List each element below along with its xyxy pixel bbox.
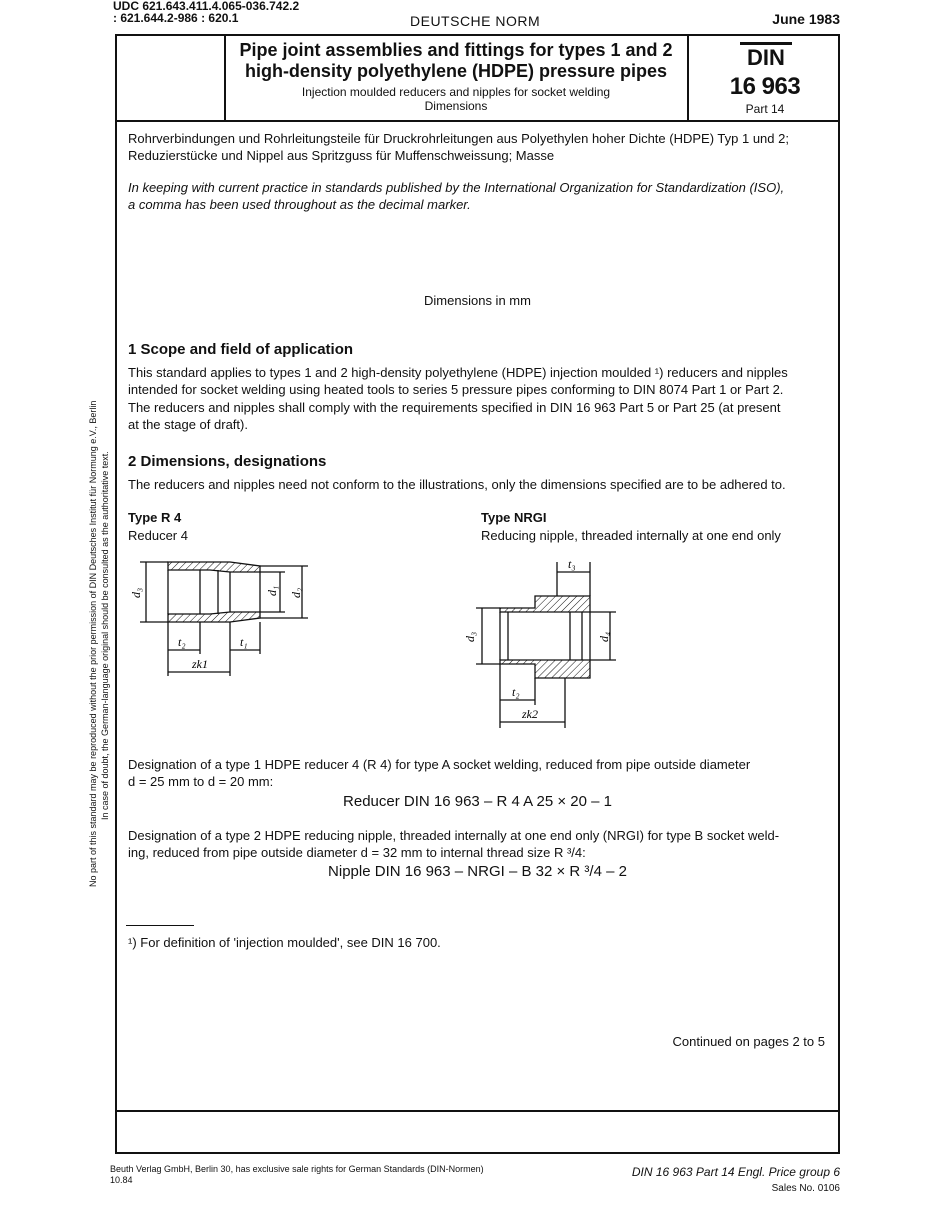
section-1-p2-line-1: The reducers and nipples shall comply with the requirements specified in DIN 16 963 Part 5 or Part 25 (at present xyxy=(128,400,781,415)
iso-note-line-1: In keeping with current practice in standards published by the International Organization for Standardization (ISO), xyxy=(128,180,785,195)
sales-number: Sales No. 0106 xyxy=(771,1183,840,1194)
price-group: DIN 16 963 Part 14 Engl. Price group 6 xyxy=(631,1165,840,1179)
section-2-paragraph: The reducers and nipples need not conform to the illustrations, only the dimensions specified are to be adhered to. xyxy=(128,477,786,492)
continued-note: Continued on pages 2 to 5 xyxy=(672,1034,825,1049)
authoritative-side-note: In case of doubt, the German-language original should be consulted as the authoritative text. xyxy=(100,451,110,820)
designation-code-1: Reducer DIN 16 963 – R 4 A 25 × 20 – 1 xyxy=(343,793,612,810)
udc-classification xyxy=(113,0,299,24)
iso-note-line-2: a comma has been used throughout as the decimal marker. xyxy=(128,197,471,212)
designation-example-2 xyxy=(128,827,828,861)
label-d3-left: d₃ xyxy=(129,587,143,598)
din-number: 16 963 xyxy=(729,73,801,100)
title-right-divider xyxy=(687,34,689,121)
german-title-line-2: Reduzierstücke und Nippel aus Spritzguss für Muffenschweissung; Masse xyxy=(128,148,555,163)
publisher-line-2: 10.84 xyxy=(110,1175,133,1185)
designation-example-1 xyxy=(128,756,828,790)
title-line-2: high-density polyethylene (HDPE) pressure pipes xyxy=(244,61,668,81)
label-t3: t₃ xyxy=(568,557,576,571)
deutsche-norm-label: DEUTSCHE NORM xyxy=(410,13,541,29)
section-1-paragraph-1 xyxy=(128,364,828,398)
label-d3-right: d₃ xyxy=(463,631,477,642)
label-d2: d₂ xyxy=(289,587,303,598)
footnote: ¹) For definition of 'injection moulded', see DIN 16 700. xyxy=(128,935,441,950)
figure-left-type: Type R 4 xyxy=(128,510,182,525)
udc-line-1: UDC 621.643.411.4.065-036.742.2 xyxy=(113,0,300,13)
designation-ex1-line-2: d = 25 mm to d = 20 mm: xyxy=(128,774,274,789)
din-logo: DIN xyxy=(740,42,792,71)
section-1-heading: 1 Scope and field of application xyxy=(128,341,354,358)
reducer-r4-drawing xyxy=(120,550,320,690)
label-t2-left: t₂ xyxy=(178,635,186,649)
designation-ex1-line-1: Designation of a type 1 HDPE reducer 4 (R 4) for type A socket welding, reduced from pipe outside diameter xyxy=(128,757,751,772)
document-title xyxy=(225,40,687,82)
label-d1: d₁ xyxy=(265,585,279,596)
label-t1: t₁ xyxy=(240,635,248,649)
document-subtitle xyxy=(225,85,687,113)
section-1-p1-line-1: This standard applies to types 1 and 2 high-density polyethylene (HDPE) injection moulded ¹) reducers and nipples xyxy=(128,365,788,380)
udc-line-2: : 621.644.2-986 : 620.1 xyxy=(113,11,239,25)
label-t2-right: t₂ xyxy=(512,685,520,699)
title-line-1: Pipe joint assemblies and fittings for types 1 and 2 xyxy=(239,40,673,60)
din-part: Part 14 xyxy=(745,102,785,116)
figure-right-desc: Reducing nipple, threaded internally at one end only xyxy=(481,528,781,543)
publisher-line-1: Beuth Verlag GmbH, Berlin 30, has exclusive sale rights for German Standards (DIN-Normen) xyxy=(110,1164,484,1174)
figure-right-type: Type NRGI xyxy=(481,510,547,525)
german-title-line-1: Rohrverbindungen und Rohrleitungsteile für Druckrohrleitungen aus Polyethylen hoher Dichte (HDPE) Typ 1 und 2; xyxy=(128,131,789,146)
designation-ex2-line-2: ing, reduced from pipe outside diameter d = 32 mm to internal thread size R ³/4: xyxy=(128,845,586,860)
copyright-side-note: No part of this standard may be reproduced without the prior permission of DIN Deutsches Institut für Normung e.V., Berlin xyxy=(88,400,98,887)
bottom-divider xyxy=(115,1110,840,1112)
subtitle-line-2: Dimensions xyxy=(424,99,488,113)
designation-code-2: Nipple DIN 16 963 – NRGI – B 32 × R ³/4 – 2 xyxy=(328,863,627,880)
dimensions-note: Dimensions in mm xyxy=(424,293,531,308)
iso-note xyxy=(128,179,828,213)
section-1-p2-line-2: at the stage of draft). xyxy=(128,417,248,432)
nipple-nrgi-drawing xyxy=(460,550,640,730)
section-2-heading: 2 Dimensions, designations xyxy=(128,453,327,470)
german-title xyxy=(128,130,828,164)
label-zk1: zk1 xyxy=(192,657,208,671)
label-d4: d₄ xyxy=(597,631,611,642)
figure-left-desc: Reducer 4 xyxy=(128,528,188,543)
label-zk2: zk2 xyxy=(522,707,538,721)
section-1-paragraph-2 xyxy=(128,399,828,433)
subtitle-line-1: Injection moulded reducers and nipples for socket welding xyxy=(301,85,611,99)
footnote-rule xyxy=(126,925,194,926)
section-1-p1-line-2: intended for socket welding using heated tools to series 5 pressure pipes conforming to DIN 8074 Part 1 or Part 2. xyxy=(128,382,784,397)
publisher-note xyxy=(110,1164,484,1186)
issue-date: June 1983 xyxy=(772,11,840,27)
designation-ex2-line-1: Designation of a type 2 HDPE reducing nipple, threaded internally at one end only (NRGI) for type B socket weld- xyxy=(128,828,780,843)
